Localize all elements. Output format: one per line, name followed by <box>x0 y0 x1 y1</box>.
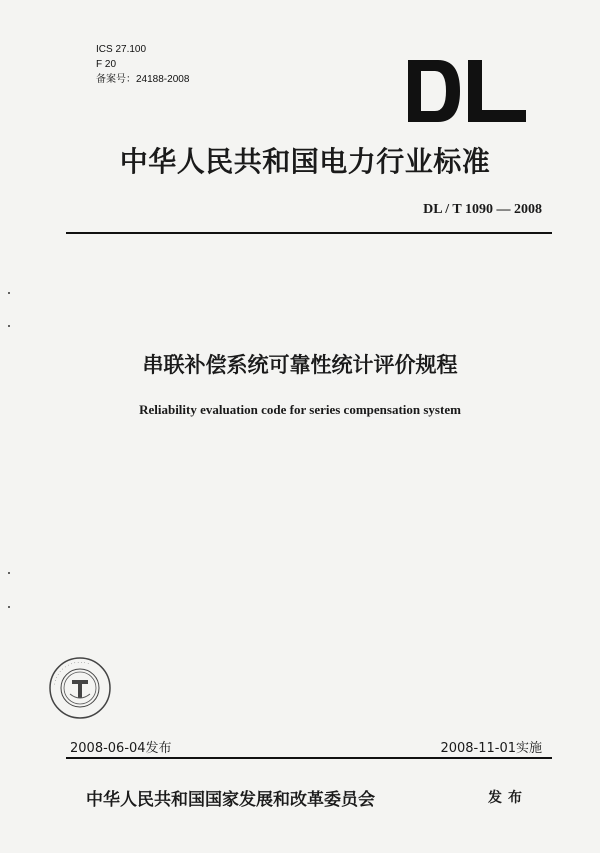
classification-code: F 20 <box>96 59 117 70</box>
classification-block <box>96 42 189 87</box>
ics-code: ICS 27.100 <box>96 44 147 55</box>
scan-dot <box>8 572 10 574</box>
scan-dot <box>8 325 10 327</box>
footer-divider <box>66 757 552 759</box>
scan-dot <box>8 292 10 294</box>
issue-label: 发布 <box>488 790 528 806</box>
record-number: 备案号：24188-2008 <box>96 74 190 85</box>
issuing-authority: 中华人民共和国国家发展和改革委员会 <box>86 790 375 810</box>
scan-dot <box>8 606 10 608</box>
header-divider <box>66 232 552 234</box>
issue-date: 2008-06-04发布 <box>70 741 172 756</box>
dl-logo <box>408 60 526 122</box>
publisher-seal <box>48 656 112 720</box>
implementation-date: 2008-11-01实施 <box>440 741 542 756</box>
document-title-en: Reliability evaluation code for series compensation system <box>139 402 461 417</box>
document-title-cn: 串联补偿系统可靠性统计评价规程 <box>142 353 458 377</box>
svg-text:· · · · · · · · · · · · · ·: · · · · · · · · · · · · · · <box>52 659 90 686</box>
standard-category-title: 中华人民共和国电力行业标准 <box>119 145 491 178</box>
standard-number: DL / T 1090 — 2008 <box>423 202 542 217</box>
